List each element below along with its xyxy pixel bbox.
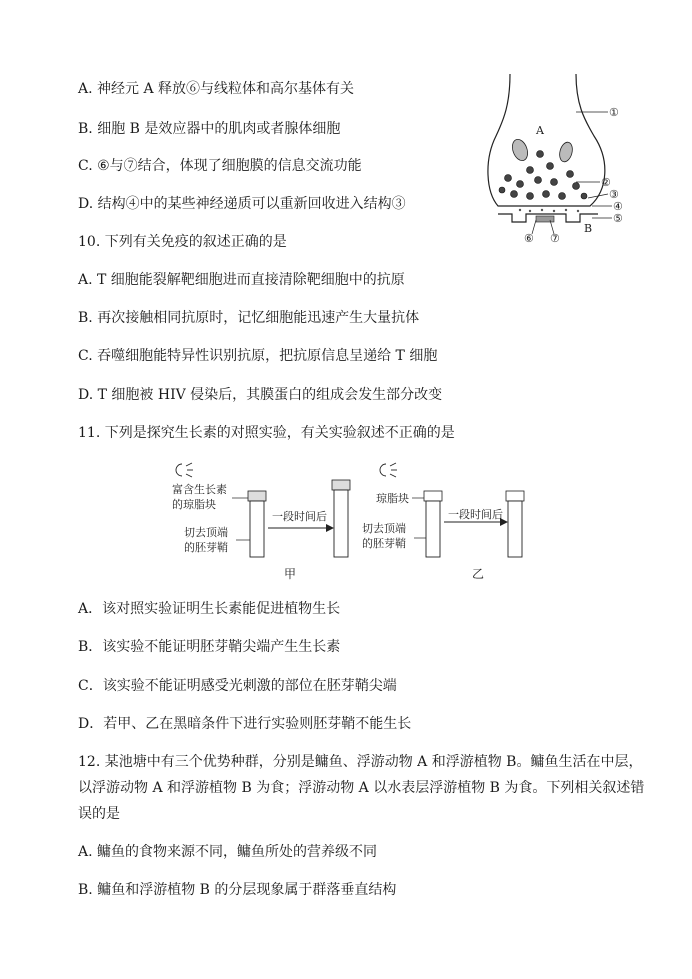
callout-1: ① [609,106,619,119]
axon-terminal-outline [488,74,605,206]
q10-option-d: D. T 细胞被 HIV 侵染后，其膜蛋白的组成会发生部分改变 [78,387,443,403]
q11-stem: 11. 下列是探究生长素的对照实验，有关实验叙述不正确的是 [78,425,455,441]
yi-arrow-text: 一段时间后 [448,508,503,521]
mitochondrion [510,137,531,162]
synapse-figure [480,74,630,244]
receptor [536,216,554,222]
q9-option-a: A. 神经元 A 释放⑥与线粒体和高尔基体有关 [78,81,355,97]
synaptic-vesicles [499,151,587,200]
callout-6: ⑥ [524,232,534,244]
yi-cut-label-1: 切去顶端 [362,522,406,535]
jia-cut-label-1: 切去顶端 [184,526,228,539]
q9-option-d: D. 结构④中的某些神经递质可以重新回收进入结构③ [78,196,406,212]
q12-stem-line-2: 以浮游动物 A 和浮游植物 B 为食；浮游动物 A 以水表层浮游植物 B 为食。下列相关叙述错 [78,780,645,796]
coleoptile [250,501,264,557]
q9-option-b: B. 细胞 B 是效应器中的肌肉或者腺体细胞 [78,121,341,137]
auxin-agar-block [248,491,266,501]
q12-option-b: B. 鳙鱼和浮游植物 B 的分层现象属于群落垂直结构 [78,882,397,898]
callout-4: ④ [613,200,623,213]
synaptic-cleft [519,209,579,212]
coleoptile-grown [334,490,348,557]
jia-agar-label-2: 的琼脂块 [172,498,216,511]
plain-agar-block [506,491,524,501]
coleoptile [508,501,522,557]
q9-option-c: C. ⑥与⑦结合，体现了细胞膜的信息交流功能 [78,158,362,174]
auxin-experiment-figure [160,458,560,582]
jia-cut-label-2: 的胚芽鞘 [184,541,228,554]
coleoptile [426,501,440,557]
yi-agar-label: 琼脂块 [376,492,409,505]
callout-5: ⑤ [613,212,623,225]
label-a: A [536,124,544,137]
q10-option-b: B. 再次接触相同抗原时，记忆细胞能迅速产生大量抗体 [78,310,420,326]
q10-stem: 10. 下列有关免疫的叙述正确的是 [78,234,287,250]
callout-7: ⑦ [550,232,560,244]
plain-agar-block [424,491,442,501]
q10-option-a: A. T 细胞能裂解靶细胞进而直接清除靶细胞中的抗原 [78,272,405,288]
jia-arrow-text: 一段时间后 [272,510,327,523]
jia-label: 甲 [284,567,297,581]
q11-option-b: B．该实验不能证明胚芽鞘尖端产生生长素 [78,639,341,655]
callout-2: ② [601,176,611,189]
yi-label: 乙 [472,567,485,581]
callout-3: ③ [609,188,619,201]
q10-option-c: C. 吞噬细胞能特异性识别抗原，把抗原信息呈递给 T 细胞 [78,348,438,364]
q12-stem-line-3: 误的是 [78,806,120,822]
q12-stem-line-1: 12. 某池塘中有三个优势种群，分别是鳙鱼、浮游动物 A 和浮游植物 B。鳙鱼生活在中层， [78,754,643,770]
yi-cut-label-2: 的胚芽鞘 [362,537,406,550]
label-b: B [584,222,593,235]
q11-option-a: A．该对照实验证明生长素能促进植物生长 [78,601,341,617]
q12-option-a: A. 鳙鱼的食物来源不同，鳙鱼所处的营养级不同 [78,844,378,860]
light-source-icon [380,463,397,477]
q11-option-d: D．若甲、乙在黑暗条件下进行实验则胚芽鞘不能生长 [78,716,412,732]
jia-agar-label-1: 富含生长素 [172,483,227,496]
q11-option-c: C．该实验不能证明感受光刺激的部位在胚芽鞘尖端 [78,678,397,694]
light-source-icon [176,463,193,477]
auxin-agar-block [332,480,350,490]
mitochondrion [558,141,575,163]
